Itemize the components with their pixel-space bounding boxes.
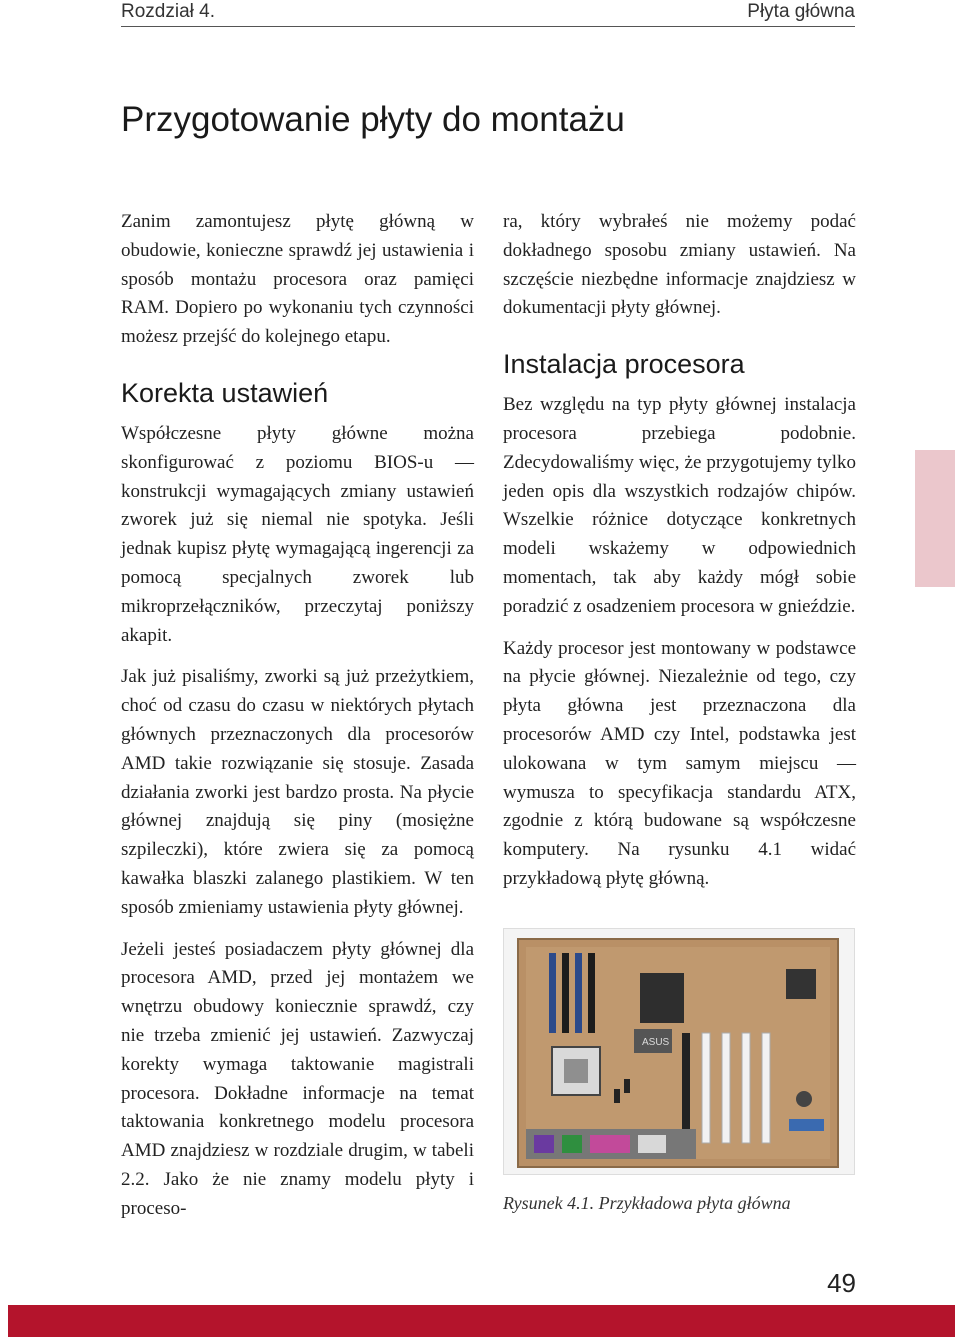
paragraph: Współczesne płyty główne można skonfigurować z poziomu BIOS-u — konstrukcji wymagających zmiany ustawień zworek już się niemal nie spotyka. Jeśli jednak kupisz płytę wymagającą ingerencji za pomocą specjalnych zworek lub mikroprzełączników, przeczytaj poniższy akapit.	[121, 422, 474, 646]
section-heading-settings: Korekta ustawień	[121, 377, 329, 408]
footer-bar	[8, 1305, 955, 1337]
intro-paragraph: Zanim zamontujesz płytę główną w obudowie, konieczne sprawdź jej ustawienia i sposób montażu procesora oraz pamięci RAM. Dopiero po wykonaniu tych czynności możesz przejść do kolejnego etapu.	[121, 211, 474, 348]
chapter-label: Rozdział 4.	[121, 1, 215, 22]
paragraph: Bez względu na typ płyty głównej instalacja procesora przebiega podobnie. Zdecydowaliśmy więc, że przygotujemy tylko jeden opis dla wszystkich rodzajów chipów. Wszelkie różnice dotyczące konkretnych modeli wskażemy w odpowiednich momentach, tak aby każdy mógł sobie poradzić z osadzeniem procesora w gnieździe.	[503, 394, 856, 617]
page-title: Przygotowanie płyty do montażu	[121, 100, 625, 139]
left-column	[121, 208, 474, 1237]
section-label: Płyta główna	[747, 1, 855, 22]
chapter-tab-marker	[915, 450, 955, 587]
page-number: 49	[827, 1268, 856, 1298]
section-heading-cpu-install: Instalacja procesora	[503, 349, 745, 380]
running-header	[121, 0, 855, 27]
right-column	[503, 208, 856, 1214]
paragraph: Jak już pisaliśmy, zworki są już przeżytkiem, choć od czasu do czasu w niektórych płytach głównych przeznaczonych dla procesorów AMD takie rozwiązanie się stosuje. Zasada działania zworki jest bardzo prosta. Na płycie głównej znajdują się piny (mosiężne szpileczki), które zwiera się za pomocą kawałka blaszki zalanego plastikiem. W ten sposób zmieniamy ustawienia płyty głównej.	[121, 666, 474, 918]
motherboard-illustration	[504, 929, 854, 1174]
paragraph: Każdy procesor jest montowany w podstawce na płycie głównej. Niezależnie od tego, czy płyta główna jest przeznaczona dla procesorów AMD czy Intel, podstawka jest ulokowana w tym samym miejscu — wymusza to specyfikacja standardu ATX, zgodnie z którą budowane są współczesne komputery. Na rysunku 4.1 widać przykładową płytę główną.	[503, 637, 856, 889]
board-logo: ASUS	[642, 1036, 670, 1048]
paragraph: ra, który wybrałeś nie możemy podać dokładnego sposobu zmiany ustawień. Na szczęście niezbędne informacje znajdziesz w dokumentacji płyty głównej.	[503, 211, 856, 319]
motherboard-photo	[503, 928, 855, 1175]
paragraph: Jeżeli jesteś posiadaczem płyty głównej dla procesora AMD, przed jej montażem we wnętrzu obudowy koniecznie sprawdź, czy nie trzeba zmienić jej ustawień. Zazwyczaj korekty wymaga taktowanie magistrali procesora. Dokładne informacje na temat taktowania konkretnego modelu procesora AMD znajdziesz w rozdziale drugim, w tabeli 2.2. Jako że nie znamy modelu płyty i proceso-	[121, 938, 474, 1219]
figure-caption: Rysunek 4.1. Przykładowa płyta główna	[503, 1192, 791, 1213]
